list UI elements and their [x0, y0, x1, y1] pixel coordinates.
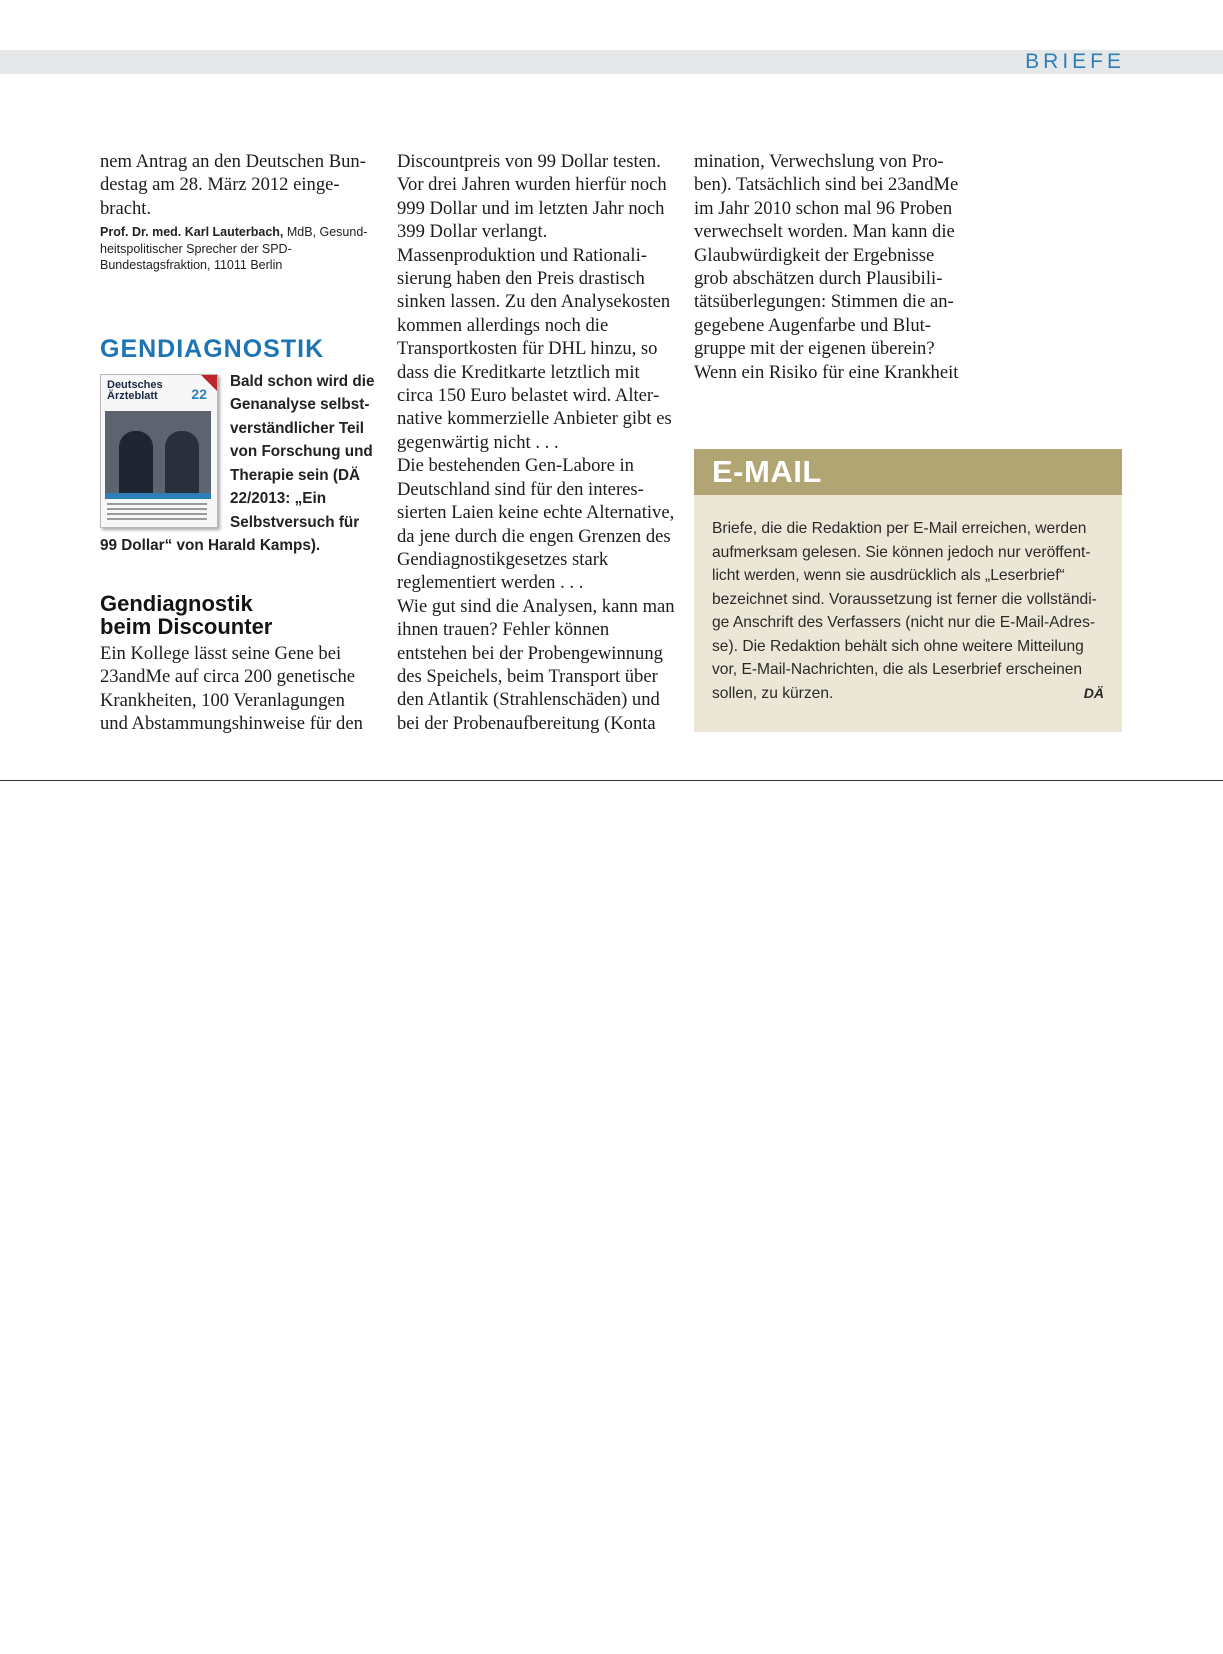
signature-name: Prof. Dr. med. Karl Lauterbach, [100, 225, 284, 240]
cover-photo [105, 411, 211, 493]
paragraph: Discountpreis von 99 Dollar testen. Vor drei Jahren wurden hierfür noch 999 Dollar und im letzten Jahr noch 399 Dollar verlangt. [397, 151, 667, 243]
email-box-body [694, 495, 1122, 706]
paragraph: Massenproduktion und Rationalisierung haben den Preis drastisch sinken lassen. Zu den Analysekosten kommen allerdings noch die Transportkosten für DHL hinzu, so dass die Kreditkarte letztlich mit circa 150 Euro belastet wird. Alternative kommerzielle Anbieter gibt es gegenwärtig nicht . . . [397, 244, 672, 453]
paragraph: Die bestehenden Gen-Labore in Deutschland sind für den interessierten Laien keine echte Alternative, da jene durch die engen Grenzen des Gendiagnostikgesetzes stark reglementiert werden . . . [397, 455, 675, 594]
paragraph: Wie gut sind die Analysen, kann man ihnen trauen? Fehler können entstehen bei der Probengewinnung des Speichels, beim Transport über den Atlantik (Strahlenschäden) und bei der Probenaufbereitung (Konta [397, 595, 675, 734]
cover-issue-number: 22 [191, 385, 207, 402]
signature-details: MdB, Gesundheitspolitischer Sprecher der SPD-Bundestagsfraktion, 11011 Berlin [100, 225, 368, 273]
teaser [100, 370, 376, 558]
letter-ending-text: nem Antrag an den Deutschen Bundestag am 28. März 2012 eingebracht. [100, 151, 366, 219]
email-box-title: E-MAIL [694, 449, 1122, 495]
email-box-signature: DÄ [1083, 685, 1104, 701]
section-kicker: GENDIAGNOSTIK [100, 334, 325, 363]
column-3 [694, 150, 968, 384]
page-divider [0, 780, 1223, 781]
column-2 [397, 150, 675, 735]
magazine-cover-image [100, 374, 218, 528]
teaser-text: Bald schon wird die Genanalyse selbstverständlicher Teil von Forschung und Therapie sein (DÄ 22/2013: „Ein Selbstversuch für 99 Dollar“ von Harald Kamps). [100, 372, 375, 555]
column-1 [100, 150, 376, 735]
letter-headline: Gendiagnostik beim Discounter [100, 590, 273, 639]
email-info-box [694, 449, 1122, 732]
paragraph: mination, Verwechslung von Proben). Tatsächlich sind bei 23andMe im Jahr 2010 schon mal 96 Proben verwechselt worden. Man kann die Glaubwürdigkeit der Ergebnisse grob abschätzen durch Plausibilitätsüberlegungen: Stimmen die angegebene Augenfarbe und Blutgruppe mit der eigenen überein? [694, 151, 959, 360]
letter-signature [100, 224, 376, 274]
letter-body-start: Ein Kollege lässt seine Gene bei 23andMe auf circa 200 genetische Krankheiten, 100 Veranlagungen und Abstammungshinweise für den [100, 642, 363, 734]
section-label: BRIEFE [1025, 50, 1125, 73]
email-box-text: Briefe, die die Redaktion per E-Mail erreichen, werden aufmerksam gelesen. Sie können jedoch nur veröffentlicht werden, wenn sie ausdrücklich als „Leserbrief“ bezeichnet sind. Voraussetzung ist ferner die vollständige Anschrift des Verfassers (nicht nur die E-Mail-Adresse). Die Redaktion behält sich ohne weitere Mitteilung vor, E-Mail-Nachrichten, die als Leserbrief erscheinen sollen, zu kürzen. [712, 520, 1097, 702]
paragraph: Wenn ein Risiko für eine Krankheit [694, 361, 959, 383]
cover-masthead: Deutsches Ärzteblatt [107, 378, 163, 402]
